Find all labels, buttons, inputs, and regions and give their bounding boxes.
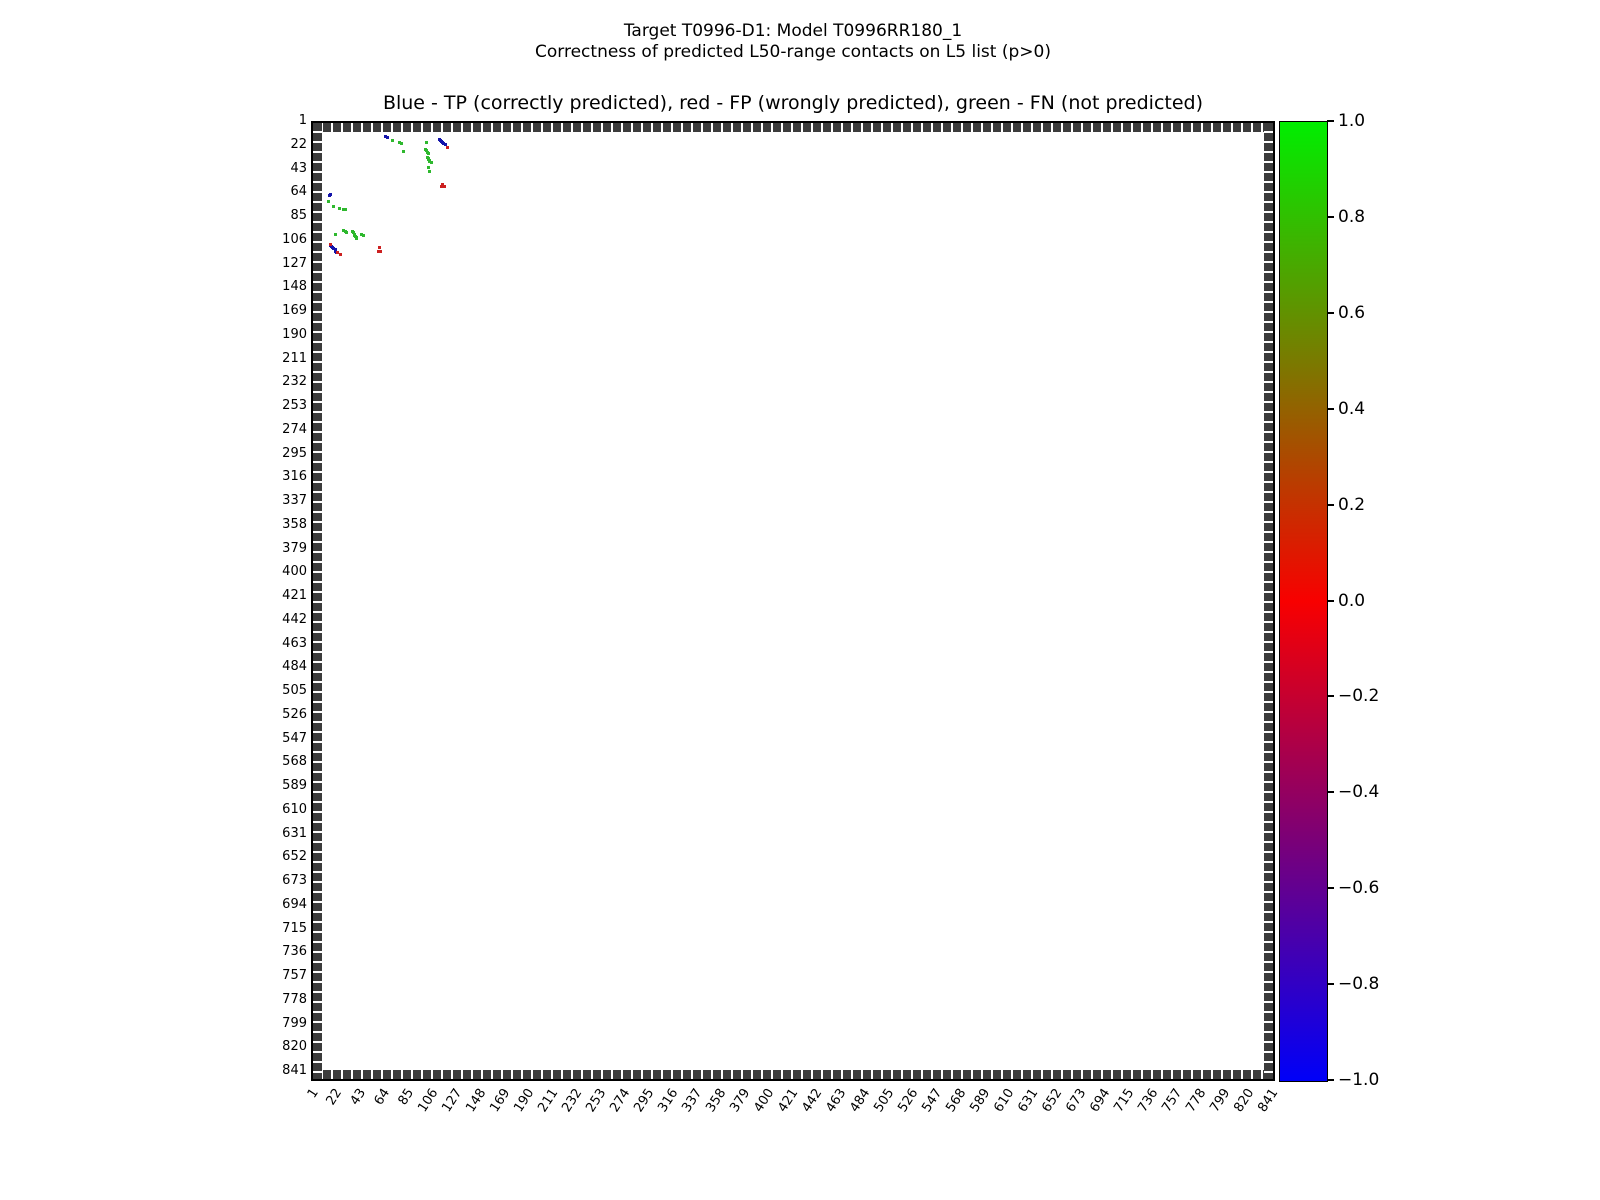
y-tick-label: 652	[282, 849, 307, 865]
figure-title-line2: Correctness of predicted L50-range contacts on L5 list (p>0)	[535, 42, 1051, 62]
contact-dot-fn	[345, 231, 348, 234]
colorbar-tick-label: −0.6	[1338, 878, 1380, 899]
y-tick-label: 442	[282, 611, 307, 627]
y-tick-label: 64	[290, 184, 307, 200]
contact-dot-tp	[386, 136, 389, 139]
y-tick-label: 85	[290, 208, 307, 223]
colorbar-tick	[1327, 504, 1334, 506]
colorbar-tick-label: −0.4	[1338, 782, 1380, 803]
colorbar-tick	[1327, 695, 1334, 697]
contact-dot-fn	[427, 166, 430, 169]
y-tick-label: 505	[282, 683, 307, 698]
y-tick-label: 379	[282, 540, 307, 556]
figure-title	[311, 21, 1275, 63]
plot-border-band-left	[313, 123, 322, 1079]
y-tick-label: 715	[282, 920, 307, 936]
contact-dot-fn	[425, 141, 428, 144]
contact-dot-fn	[355, 237, 358, 240]
contact-dot-fn	[362, 234, 365, 237]
y-tick-label: 106	[282, 231, 307, 247]
y-tick-label: 568	[282, 754, 307, 770]
y-tick-label: 589	[282, 778, 307, 793]
y-tick-label: 316	[282, 469, 307, 485]
y-tick-label: 799	[282, 1015, 307, 1031]
y-tick-label: 841	[282, 1063, 307, 1078]
colorbar-tick	[1327, 120, 1334, 122]
colorbar-tick	[1327, 887, 1334, 889]
plot-border-band-right	[1264, 123, 1273, 1079]
y-tick-label: 400	[282, 564, 307, 580]
contact-dot-fp	[379, 250, 382, 253]
colorbar-tick	[1327, 1079, 1334, 1081]
y-tick-label: 484	[282, 659, 307, 675]
y-tick-label: 547	[282, 730, 307, 746]
y-tick-label: 673	[282, 873, 307, 888]
contact-dot-tp	[328, 194, 331, 197]
y-tick-label: 211	[282, 350, 307, 366]
y-tick-label: 232	[282, 374, 307, 390]
colorbar-tick-label: 0.2	[1338, 494, 1366, 515]
contact-dot-fn	[391, 139, 394, 142]
contact-dot-fn	[400, 142, 403, 145]
figure-title-line1: Target T0996-D1: Model T0996RR180_1	[623, 21, 963, 41]
contact-dot-fn	[327, 200, 330, 203]
colorbar-tick-label: 0.4	[1338, 398, 1366, 419]
contact-dot-fn	[402, 150, 405, 153]
colorbar-tick	[1327, 983, 1334, 985]
colorbar-tick	[1327, 312, 1334, 314]
y-tick-label: 778	[282, 991, 307, 1007]
y-tick-label: 421	[282, 588, 307, 603]
y-tick-label: 1	[298, 113, 307, 128]
y-tick-label: 631	[282, 825, 307, 841]
y-tick-label: 337	[282, 493, 307, 508]
contact-dot-fn	[334, 233, 337, 236]
figure: Target T0996-D1: Model T0996RR180_1 Correctness of predicted L50-range contacts on L5 list (p>0) Blue - TP (correctly predicted), red - FP (wrongly predicted), green - FN (not predicted) 1 22 43 64 85 106 127 148 169 190 211 232 253 274 295 316 337 358 379 400 421 442 463 484 505 526 547 568 589 610 631 652 673 694 715 736 757 778 799 820 841 1 22 43 64 85 106 127 148 169 190 211 232 253 274 295 316 337 358 379 400 421 442 463 484 505 526 547 568 589 610 631 652 673 694 715 736 757 778 799 820 841 1.0 0.8 0.6 0.4 0.2 0.0 −0.2 −0.4 −0.6 −0.8 −1.0	[0, 0, 1600, 1200]
colorbar-tick	[1327, 791, 1334, 793]
contact-dot-fn	[332, 205, 335, 208]
y-tick-label: 43	[290, 160, 307, 176]
y-tick-label: 274	[282, 421, 307, 437]
colorbar-tick-label: 0.6	[1338, 302, 1366, 323]
y-tick-label: 358	[282, 516, 307, 532]
y-tick-label: 463	[282, 635, 307, 651]
y-tick-label: 526	[282, 706, 307, 722]
y-tick-label: 694	[282, 896, 307, 912]
y-tick-label: 169	[282, 303, 307, 318]
y-tick-label: 610	[282, 801, 307, 817]
y-tick-label: 127	[282, 255, 307, 271]
colorbar-tick-label: 1.0	[1338, 111, 1366, 131]
colorbar-tick	[1327, 408, 1334, 410]
contact-dot-fp	[329, 243, 332, 246]
contact-dot-fn	[344, 208, 347, 211]
y-tick-label: 757	[282, 968, 307, 983]
plot-border-band-bottom	[313, 1070, 1273, 1079]
colorbar-tick-label: −0.8	[1338, 974, 1380, 995]
axes-title: Blue - TP (correctly predicted), red - FP (wrongly predicted), green - FN (not predicted)	[382, 92, 1204, 114]
y-tick-label: 820	[282, 1039, 307, 1055]
colorbar-tick-label: 0.8	[1338, 206, 1366, 227]
colorbar-tick-label: −1.0	[1338, 1070, 1380, 1090]
y-tick-label: 22	[290, 136, 307, 152]
y-tick-label: 736	[282, 944, 307, 960]
contact-dot-fn	[428, 170, 431, 173]
contact-dot-fp	[443, 185, 446, 188]
contact-dot-fn	[430, 161, 433, 164]
colorbar-tick-label: 0.0	[1338, 590, 1366, 611]
y-tick-label: 148	[282, 279, 307, 295]
y-tick-label: 253	[282, 398, 307, 413]
y-tick-label: 190	[282, 326, 307, 342]
contact-map-plot	[311, 121, 1275, 1081]
contact-dot-fp	[446, 146, 449, 149]
plot-border-band-top	[313, 123, 1273, 132]
colorbar-tick	[1327, 600, 1334, 602]
colorbar	[1279, 121, 1328, 1082]
colorbar-tick-label: −0.2	[1338, 686, 1380, 707]
contact-dot-fp	[339, 253, 342, 256]
colorbar-tick	[1327, 216, 1334, 218]
y-tick-label: 295	[282, 445, 307, 461]
